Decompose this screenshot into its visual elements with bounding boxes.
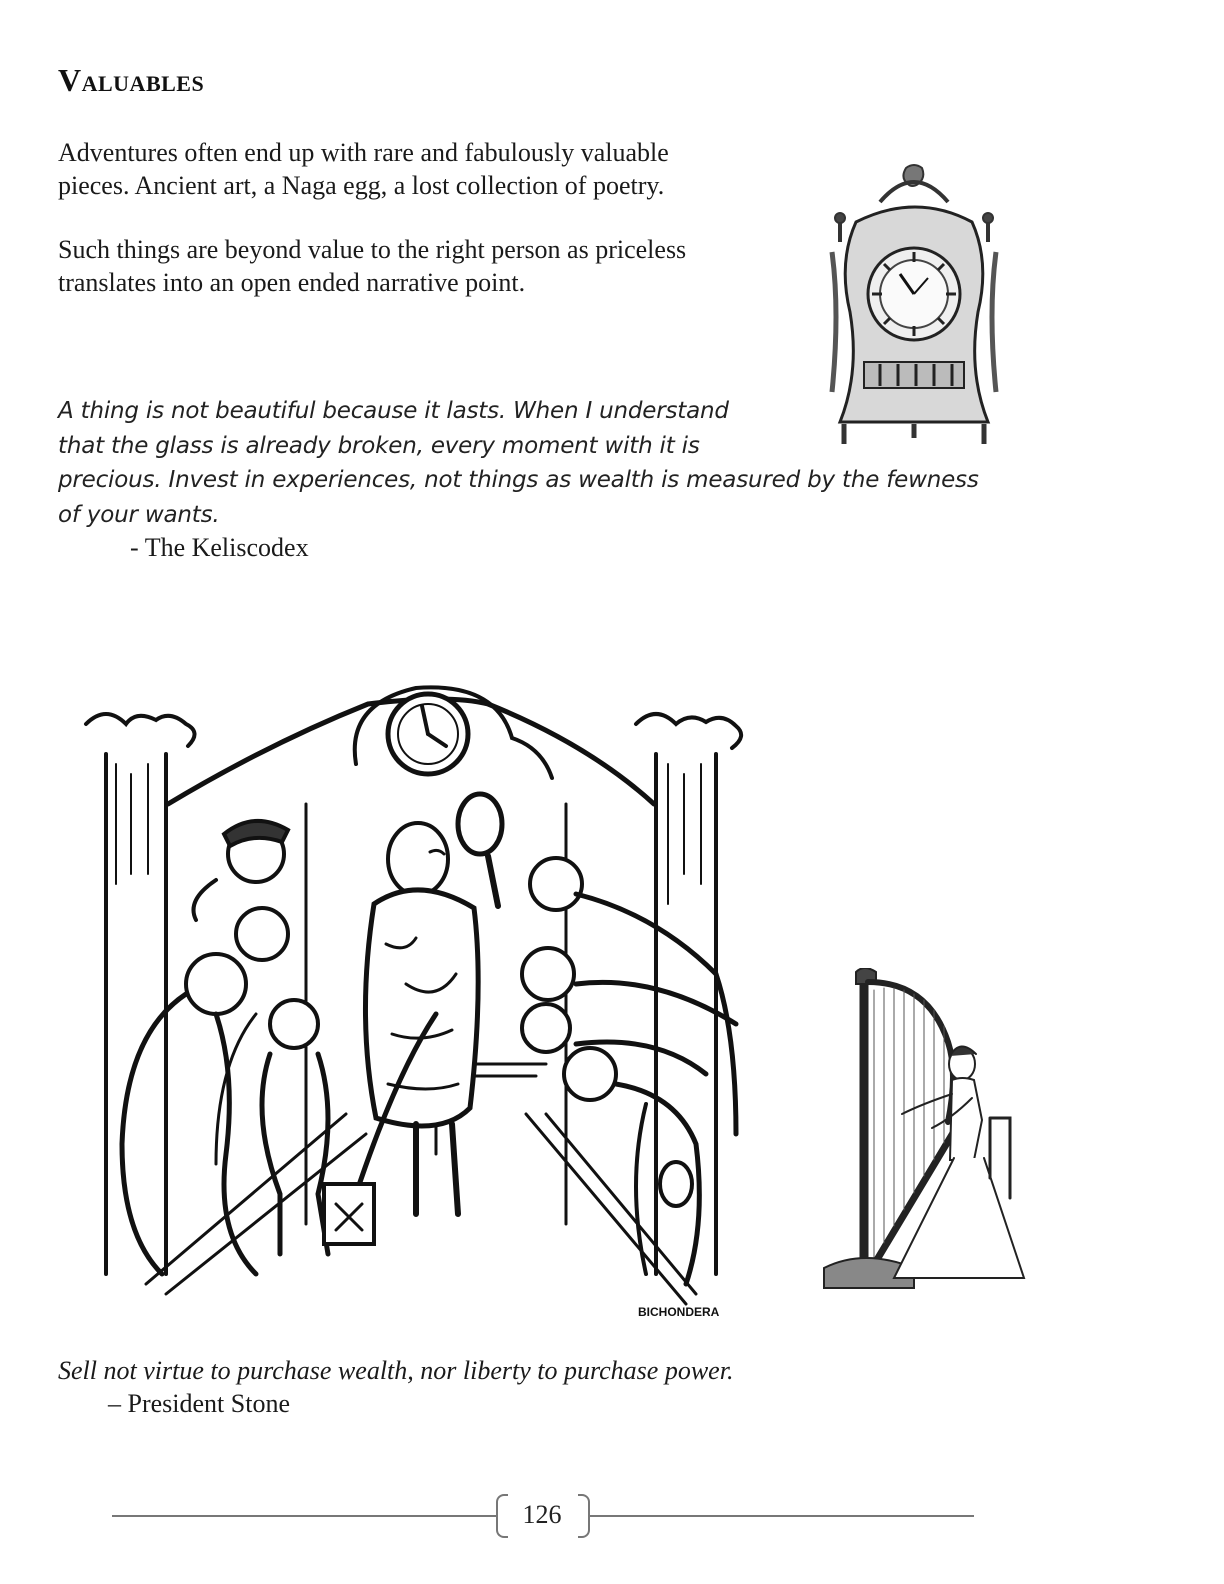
paragraph-line: translates into an open ended narrative point.: [58, 268, 526, 297]
page-number: 126: [522, 1500, 562, 1529]
footer-bracket-right: [578, 1494, 590, 1538]
intro-paragraph: [58, 136, 669, 202]
harp-player-illustration: [804, 968, 1028, 1298]
section-heading: Valuables: [58, 62, 205, 98]
page-footer: [112, 1490, 974, 1546]
cartoon-illustration: [56, 684, 786, 1324]
stone-quote: Sell not virtue to purchase wealth, nor liberty to purchase power.: [58, 1356, 734, 1385]
quote-line: A thing is not beautiful because it lasts. When I understand: [58, 398, 729, 424]
paragraph-line: pieces. Ancient art, a Naga egg, a lost collection of poetry.: [58, 171, 665, 200]
quote-line: precious. Invest in experiences, not things as wealth is measured by the fewness: [58, 467, 979, 493]
paragraph-line: Such things are beyond value to the right person as priceless: [58, 235, 687, 264]
footer-rule-left: [112, 1515, 496, 1517]
quote-line: that the glass is already broken, every moment with it is: [58, 432, 700, 459]
paragraph-line: Adventures often end up with rare and fabulously valuable: [58, 138, 669, 167]
stone-attribution: – President Stone: [108, 1389, 290, 1418]
cartoon-signature: BICHONDERA: [638, 1305, 720, 1319]
keliscodex-quote: [58, 394, 979, 532]
quote-line: of your wants.: [58, 501, 220, 528]
value-paragraph: [58, 233, 686, 299]
keliscodex-attribution: - The Keliscodex: [130, 533, 309, 562]
footer-rule-right: [590, 1515, 974, 1517]
